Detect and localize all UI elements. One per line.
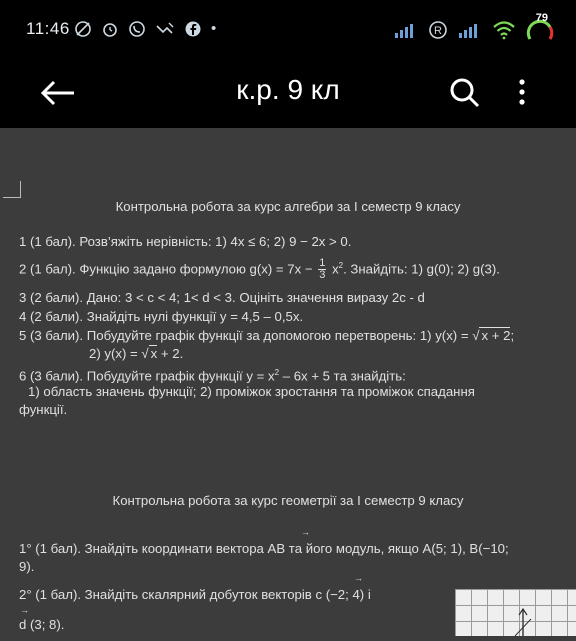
task-a2-tail: . Знайдіть: 1) g(0); 2) g(3). bbox=[343, 261, 500, 277]
signal-1-icon bbox=[394, 21, 418, 39]
task-a5b-text: 2) y(x) = bbox=[89, 346, 138, 361]
document-title: к.р. 9 кл bbox=[236, 74, 340, 105]
system-icons bbox=[394, 17, 554, 43]
task-a5-end: ; bbox=[510, 328, 515, 343]
graph-axis-icon bbox=[455, 589, 576, 636]
exponent: 2 bbox=[274, 368, 280, 377]
task-a2 bbox=[19, 258, 500, 281]
dnd-off-icon bbox=[74, 20, 92, 38]
task-g1-line2: 9). bbox=[19, 559, 35, 574]
app-bar bbox=[0, 58, 576, 128]
more-options-icon[interactable] bbox=[512, 74, 532, 110]
vector-arrow-mark: → bbox=[301, 527, 310, 537]
task-a6-text: 6 (3 бали). Побудуйте графік функції y = x bbox=[19, 368, 275, 384]
roaming-icon bbox=[428, 20, 448, 40]
task-a6 bbox=[19, 365, 406, 384]
vector-arrow-mark: → bbox=[354, 573, 363, 583]
notification-icons bbox=[74, 20, 216, 38]
facebook-icon bbox=[184, 20, 202, 38]
task-a6-tail: – 6x + 5 та знайдіть: bbox=[279, 368, 406, 384]
task-a1: 1 (1 бал). Розв’яжіть нерівність: 1) 4x ≤ 6; 2) 9 − 2x > 0. bbox=[19, 234, 352, 249]
fraction-denominator: 3 bbox=[319, 269, 326, 282]
search-icon[interactable] bbox=[446, 74, 482, 110]
clock: 11:46 bbox=[26, 19, 70, 38]
task-a3: 3 (2 бали). Дано: 3 < c < 4; 1< d < 3. Оцініть значення виразу 2c - d bbox=[19, 290, 425, 305]
sqrt-icon: √ bbox=[141, 346, 149, 361]
task-a5-part2 bbox=[89, 346, 183, 362]
task-g2-line2: d (3; 8). bbox=[19, 617, 65, 632]
fraction bbox=[318, 258, 326, 281]
dot-icon: • bbox=[211, 20, 217, 37]
fraction-numerator: 1 bbox=[319, 257, 326, 270]
page-corner-mark bbox=[3, 181, 21, 198]
graph-grid-image bbox=[455, 589, 576, 636]
alarm-icon bbox=[101, 20, 119, 38]
radicand: x + 2 bbox=[481, 328, 511, 343]
battery-level: 79 bbox=[535, 12, 548, 24]
sqrt-icon: √ bbox=[472, 328, 480, 343]
radicand: x bbox=[150, 346, 158, 361]
status-bar bbox=[0, 0, 576, 58]
signal-2-icon bbox=[458, 21, 482, 39]
task-a5b-tail: + 2. bbox=[160, 346, 184, 361]
exponent: 2 bbox=[338, 261, 344, 270]
task-a4: 4 (2 бали). Знайдіть нулі функції y = 4,5 – 0,5x. bbox=[19, 309, 304, 324]
task-a6-line2: 1) область значень функції; 2) проміжок зростання та проміжок спадання bbox=[28, 384, 475, 399]
missed-call-icon bbox=[155, 20, 175, 38]
svg-text:R: R bbox=[434, 25, 442, 37]
geometry-heading: Контрольна робота за курс геометрії за І семестр 9 класу bbox=[112, 493, 464, 508]
algebra-heading: Контрольна робота за курс алгебри за І семестр 9 класу bbox=[115, 199, 461, 214]
task-a2-var: x bbox=[332, 261, 339, 277]
task-a6-line3: функції. bbox=[19, 402, 68, 417]
wifi-icon bbox=[492, 20, 516, 40]
task-a5-text: 5 (3 бали). Побудуйте графік функції за допомогою перетворень: 1) y(x) = bbox=[19, 328, 469, 343]
task-a2-text: 2 (1 бал). Функцію задано формулою g(x) = 7x − bbox=[19, 261, 313, 277]
task-g2: 2° (1 бал). Знайдіть скалярний добуток векторів c (−2; 4) і bbox=[19, 587, 371, 602]
task-g1: 1° (1 бал). Знайдіть координати вектора AB та його модуль, якщо A(5; 1), B(−10; bbox=[19, 541, 509, 556]
vector-arrow-mark: → bbox=[20, 605, 29, 615]
task-a5 bbox=[19, 328, 514, 344]
viber-icon bbox=[128, 20, 146, 38]
